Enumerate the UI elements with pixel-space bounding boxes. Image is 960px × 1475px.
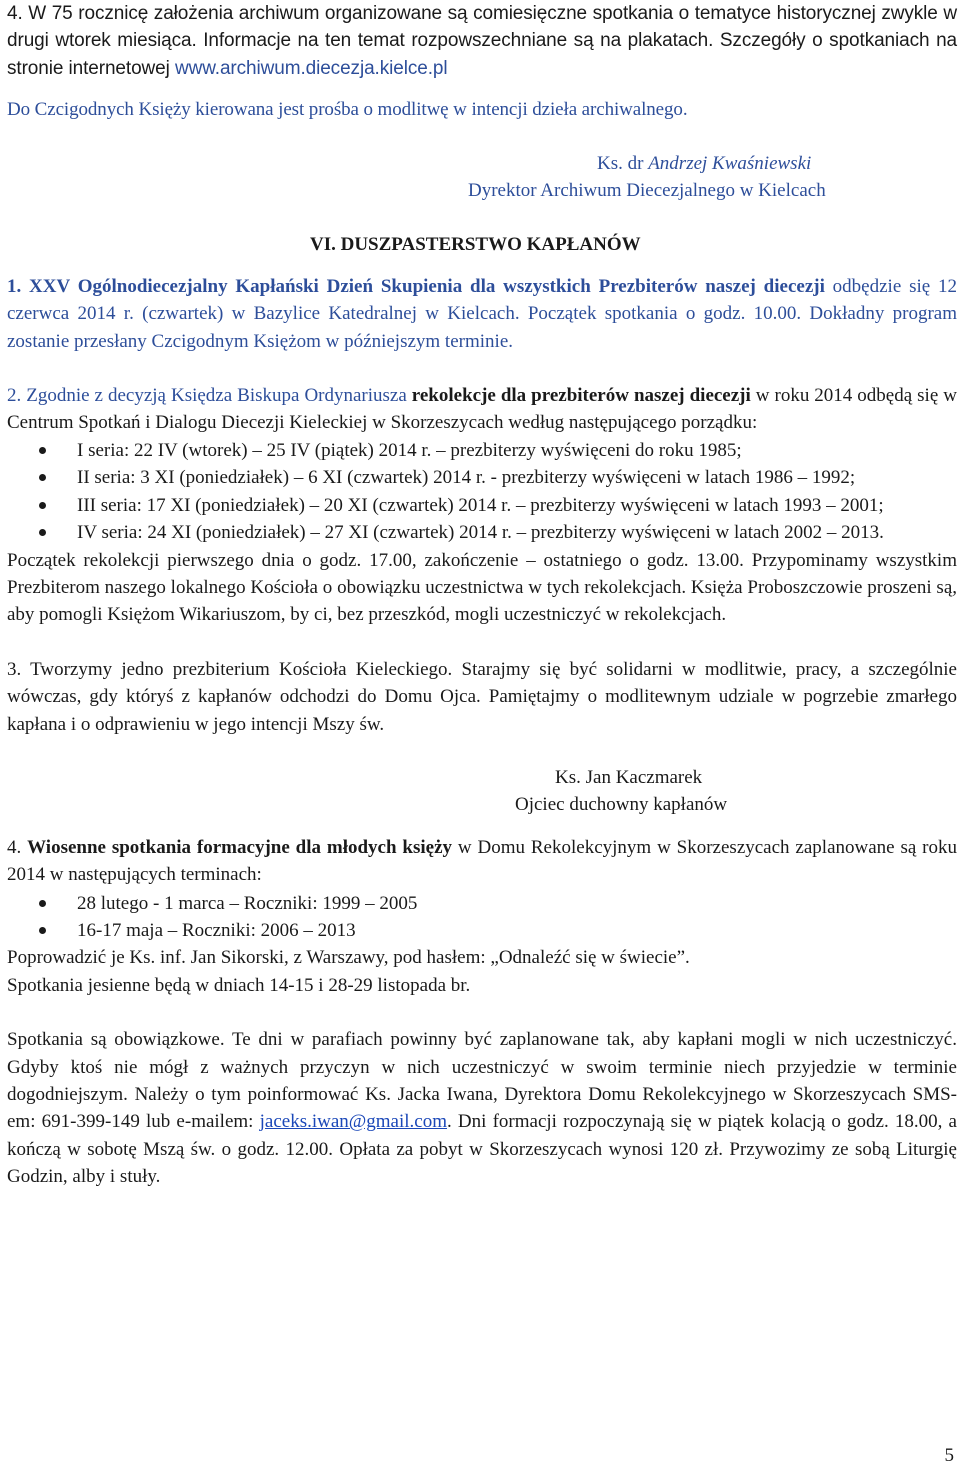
paragraph-2-bold: rekolekcje dla prezbiterów naszej diecezji	[411, 385, 751, 407]
paragraph-2-start: 2. Zgodnie z decyzją Księdza Biskupa Ordynariusza	[7, 385, 412, 407]
obligatory-meetings	[7, 1026, 957, 1190]
paragraph-3: 3. Tworzymy jedno prezbiterium Kościoła Kieleckiego. Starajmy się być solidarni w modlitwie, pracy, a szczególnie wówczas, gdy któryś z kapłanów odchodzi do Domu Ojca. Pamiętajmy o modlitewnym udziale w pogrzebie zmarłego kapłana i o odprawieniu w jego intencji Mszy św.	[7, 658, 957, 735]
list-item: IV seria: 24 XI (poniedziałek) – 27 XI (czwartek) 2014 r. – prezbiterzy wyświęceni w latach 2002 – 2013.	[7, 519, 957, 546]
prayer-request: Do Czcigodnych Księży kierowana jest prośba o modlitwę w intencji dzieła archiwalnego.	[7, 99, 688, 121]
archive-meetings-paragraph	[7, 0, 957, 82]
list-item: 16-17 maja – Roczniki: 2006 – 2013	[7, 917, 957, 944]
obligatory-text-b: . Dni formacji rozpoczynają się w piątek kolacją o godz. 18.00, a kończą w sobotę Mszą św. o godz. 12.00. Opłata za pobyt w Skorzeszycach wynosi 120 zł. Przywozimy ze sobą Liturgię Godzin, alby i stuły.	[7, 1111, 957, 1188]
archive-meetings-text: 4. W 75 rocznicę założenia archiwum organizowane są comiesięczne spotkania o tematyce historycznej zwykle w drugi wtorek miesiąca. Informacje na ten temat rozpowszechniane są na plakatach. Szczegóły o spotkaniach na stronie internetowej	[7, 3, 957, 79]
archive-website-link[interactable]: www.archiwum.diecezja.kielce.pl	[174, 57, 448, 79]
formation-dates-list	[7, 890, 957, 945]
paragraph-2-rest: w roku 2014 odbędą się w Centrum Spotkań i Dialogu Diecezji Kieleckiej w Skorzeszycach według następującego porządku:	[7, 385, 957, 434]
paragraph-4-number: 4.	[7, 836, 28, 858]
obligatory-text-a: Spotkania są obowiązkowe. Te dni w parafiach powinny być zaplanowane tak, aby kapłani mogli w nich uczestniczyć. Gdyby ktoś nie mógł z ważnych przyczyn w nich uczestniczyć w swoim terminie niech przyjedzie w terminie dogodniejszym. Należy o tym poinformować Ks. Jacka Iwana, Dyrektora Domu Rekolekcyjnego w Skorzeszycach SMS-em: 691-399-149 lub e-mailem:	[7, 1029, 957, 1133]
paragraph-1-bold: 1. XXV Ogólnodiecezjalny Kapłański Dzień Skupienia dla wszystkich Prezbiterów naszej diecezji	[7, 275, 825, 297]
page-number: 5	[944, 1444, 954, 1466]
document-page	[7, 0, 957, 1191]
retreat-details: Początek rekolekcji pierwszego dnia o godz. 17.00, zakończenie – ostatniego o godz. 13.00. Przypominamy wszystkim Prezbiterom naszego lokalnego Kościoła o obowiązku uczestnictwa w tych rekolekcjach. Księża Proboszczowie proszeni są, aby pomogli Księżom Wikariuszom, by ci, bez przeszkód, mogli uczestniczyć w rekolekcjach.	[7, 549, 957, 626]
formation-leader: Poprowadzić je Ks. inf. Jan Sikorski, z Warszawy, pod hasłem: „Odnaleźć się w świecie”.	[7, 947, 690, 969]
signature-prefix: Ks. dr	[597, 152, 644, 174]
paragraph-1	[7, 273, 957, 355]
list-item: 28 lutego - 1 marca – Roczniki: 1999 – 2005	[7, 890, 957, 917]
retreat-series-list	[7, 437, 957, 547]
section-heading: VI. DUSZPASTERSTWO KAPŁANÓW	[310, 234, 641, 256]
list-item: II seria: 3 XI (poniedziałek) – 6 XI (czwartek) 2014 r. - prezbiterzy wyświęceni w latach 1986 – 1992;	[7, 464, 957, 491]
signature-name: Andrzej Kwaśniewski	[648, 152, 812, 174]
archive-director-signature	[597, 150, 957, 177]
paragraph-4-bold: Wiosenne spotkania formacyjne dla młodych księży	[27, 836, 453, 858]
paragraph-2	[7, 382, 957, 437]
paragraph-4	[7, 834, 957, 889]
list-item: I seria: 22 IV (wtorek) – 25 IV (piątek) 2014 r. – prezbiterzy wyświęceni do roku 1985;	[7, 437, 957, 464]
spiritual-director-name: Ks. Jan Kaczmarek	[555, 766, 703, 788]
paragraph-4-rest: w Domu Rekolekcyjnym w Skorzeszycach zaplanowane są roku 2014 w następujących terminach:	[7, 836, 957, 886]
archive-director-title: Dyrektor Archiwum Diecezjalnego w Kielcach	[468, 180, 826, 202]
paragraph-1-rest: odbędzie się 12 czerwca 2014 r. (czwartek) w Bazylice Katedralnej w Kielcach. Początek spotkania o godz. 10.00. Dokładny program zostanie przesłany Czcigodnym Księżom w późniejszym terminie.	[7, 275, 957, 352]
spiritual-director-title: Ojciec duchowny kapłanów	[515, 794, 728, 816]
list-item: III seria: 17 XI (poniedziałek) – 20 XI (czwartek) 2014 r. – prezbiterzy wyświęceni w latach 1993 – 2001;	[7, 492, 957, 519]
autumn-meetings: Spotkania jesienne będą w dniach 14-15 i 28-29 listopada br.	[7, 974, 471, 996]
email-link[interactable]: jaceks.iwan@gmail.com	[259, 1111, 448, 1133]
